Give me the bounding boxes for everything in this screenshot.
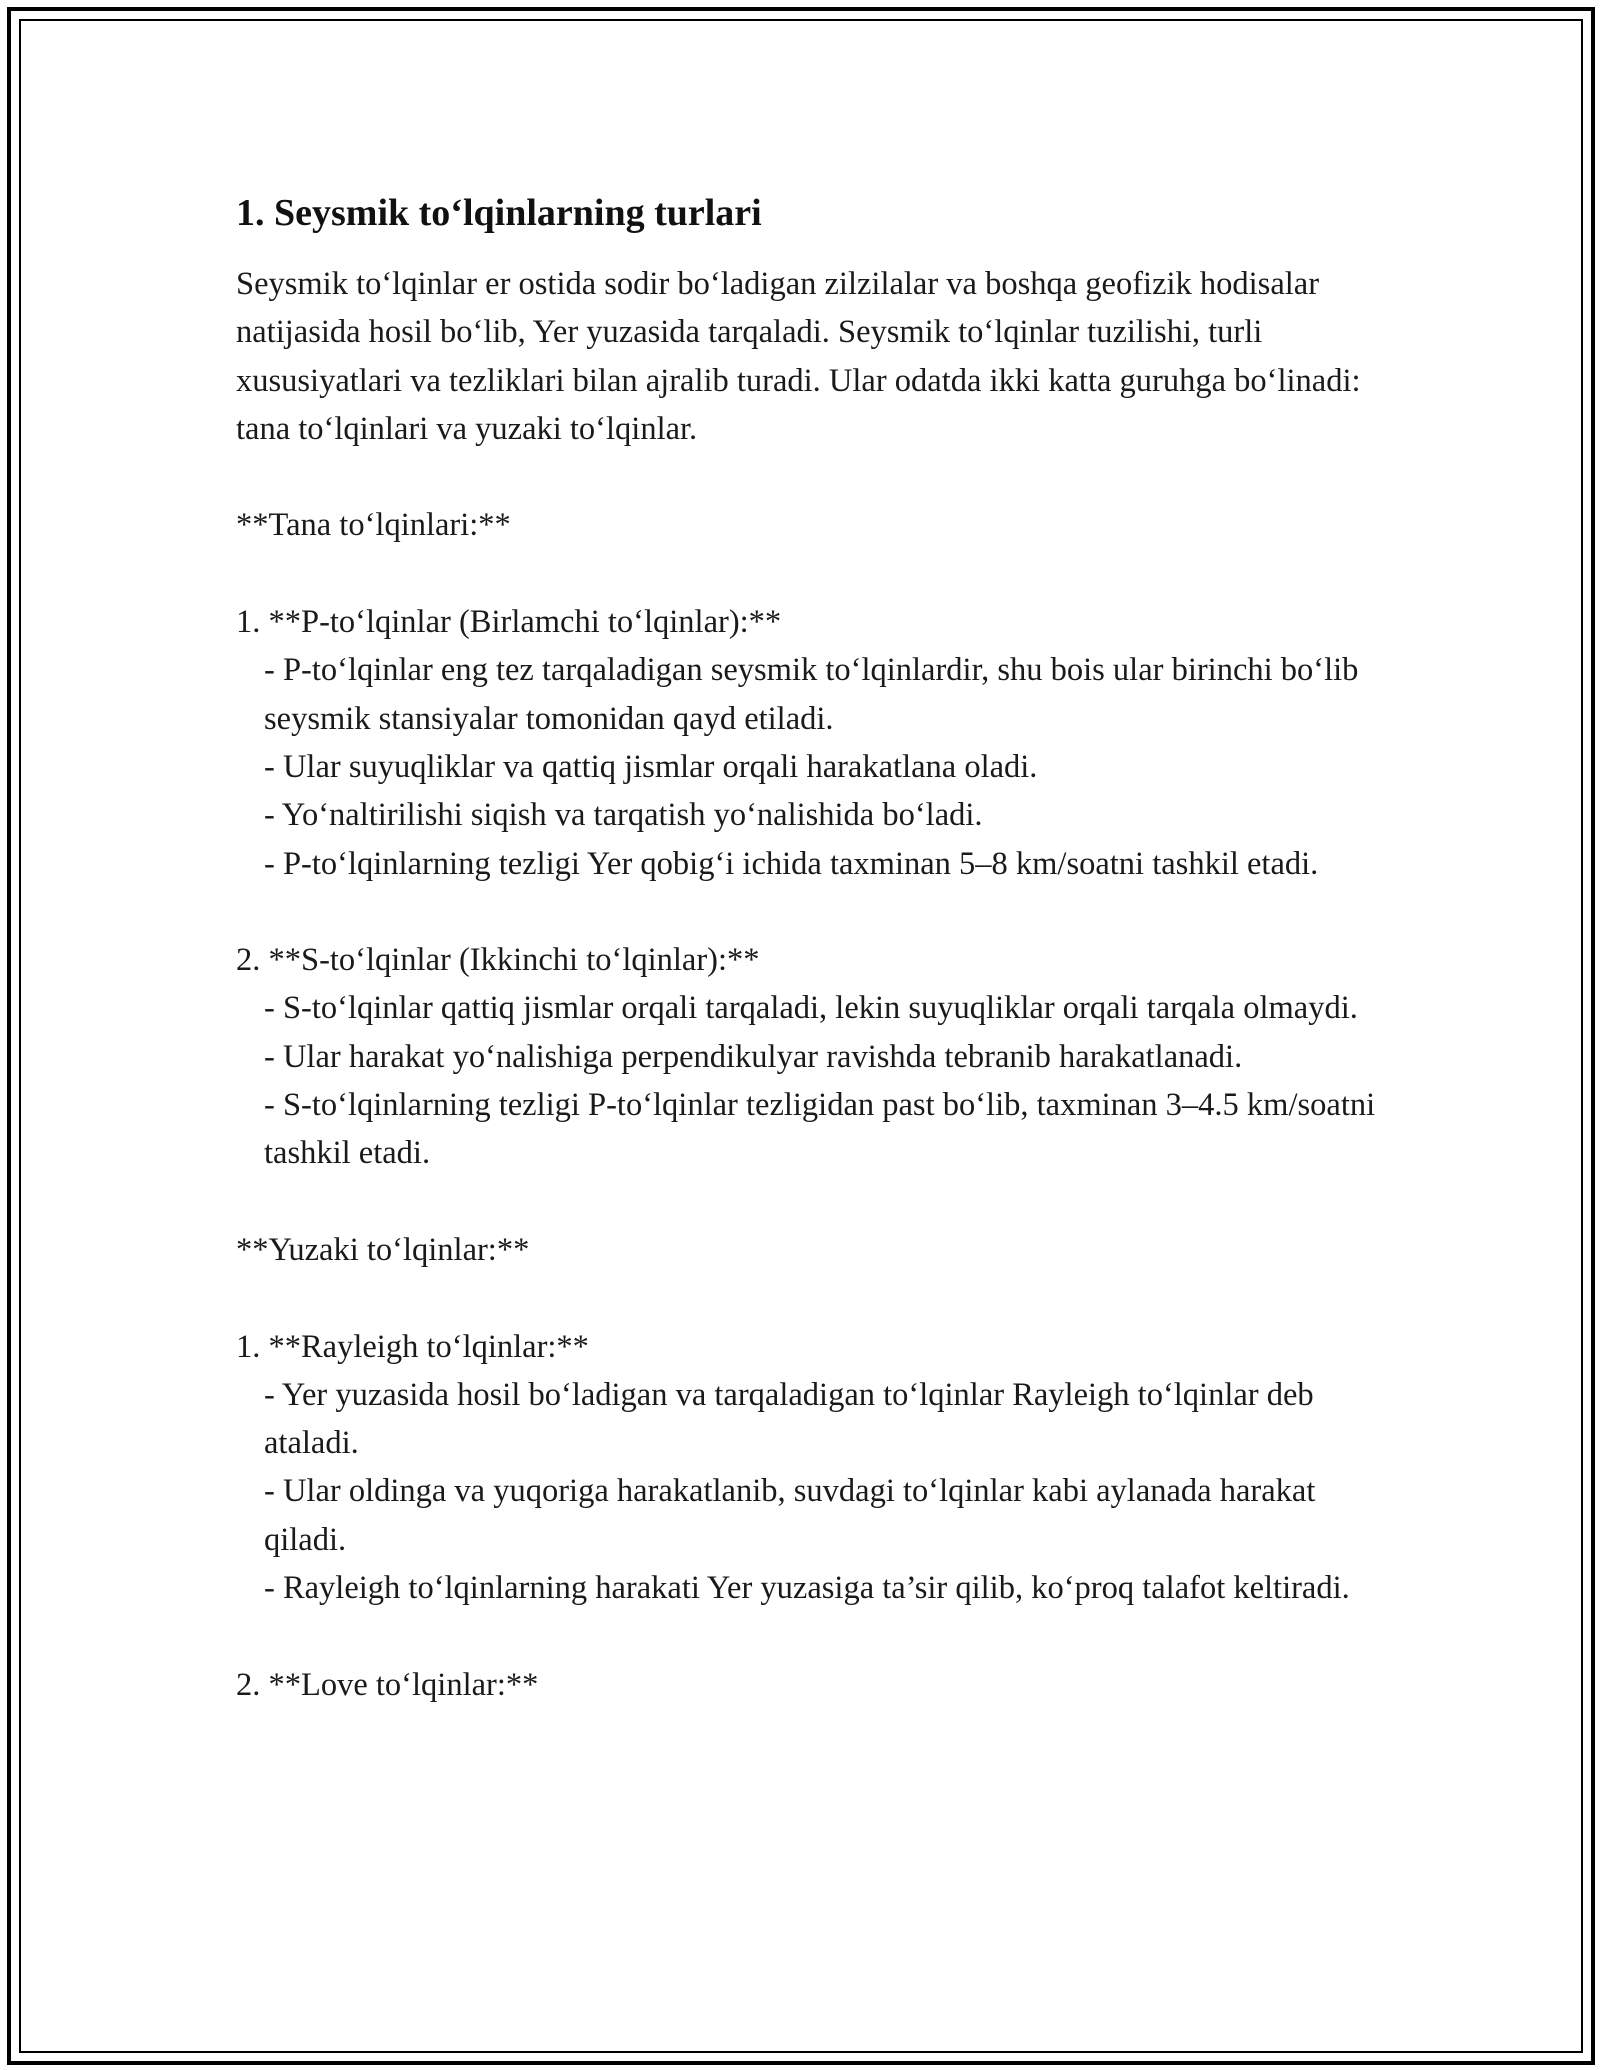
document-body [236,188,1386,1709]
intro-paragraph: Seysmik to‘lqinlar er ostida sodir bo‘ladigan zilzilalar va boshqa geofizik hodisalar natijasida hosil bo‘lib, Yer yuzasida tarqaladi. Seysmik to‘lqinlar tuzilishi, turli xususiyatlari va tezliklari bilan ajralib turadi. Ular odatda ikki katta guruhga bo‘linadi: tana to‘lqinlari va yuzaki to‘lqinlar. [236,266,1361,447]
p-waves-title: 1. **P-to‘lqinlar (Birlamchi to‘lqinlar):** [236,604,782,641]
list-item: - Yer yuzasida hosil bo‘ladigan va tarqaladigan to‘lqinlar Rayleigh to‘lqinlar deb ataladi. [264,1376,1314,1462]
list-item: - P-to‘lqinlar eng tez tarqaladigan seysmik to‘lqinlardir, shu bois ular birinchi bo‘lib seysmik stansiyalar tomonidan qayd etiladi. [264,652,1359,737]
list-item: - Ular harakat yo‘nalishiga perpendikulyar ravishda tebranib harakatlanadi. [264,1038,1243,1075]
list-item: - Yo‘naltirilishi siqish va tarqatish yo‘nalishida bo‘ladi. [264,797,983,834]
list-item: - Ular oldinga va yuqoriga harakatlanib, suvdagi to‘lqinlar kabi aylanada harakat qiladi. [264,1473,1316,1558]
list-item: - Ular suyuqliklar va qattiq jismlar orqali harakatlana oladi. [264,748,1038,785]
body-waves-title: **Tana to‘lqinlari:** [236,507,511,544]
love-waves-title: 2. **Love to‘lqinlar:** [236,1666,539,1703]
list-item: - S-to‘lqinlarning tezligi P-to‘lqinlar tezligidan past bo‘lib, taxminan 3–4.5 km/soatni tashkil etadi. [264,1087,1376,1172]
s-waves-title: 2. **S-to‘lqinlar (Ikkinchi to‘lqinlar):** [236,942,760,979]
surface-waves-title: **Yuzaki to‘lqinlar:** [236,1231,530,1268]
list-item: - P-to‘lqinlarning tezligi Yer qobig‘i ichida taxminan 5–8 km/soatni tashkil etadi. [264,845,1319,882]
text-block [236,260,1386,1709]
section-heading: 1. Seysmik to‘lqinlarning turlari [236,192,762,234]
list-item: - S-to‘lqinlar qattiq jismlar orqali tarqaladi, lekin suyuqliklar orqali tarqala olmaydi. [264,990,1358,1027]
rayleigh-waves-title: 1. **Rayleigh to‘lqinlar:** [236,1328,589,1365]
list-item: - Rayleigh to‘lqinlarning harakati Yer yuzasiga ta’sir qilib, ko‘proq talafot keltiradi. [264,1570,1350,1607]
